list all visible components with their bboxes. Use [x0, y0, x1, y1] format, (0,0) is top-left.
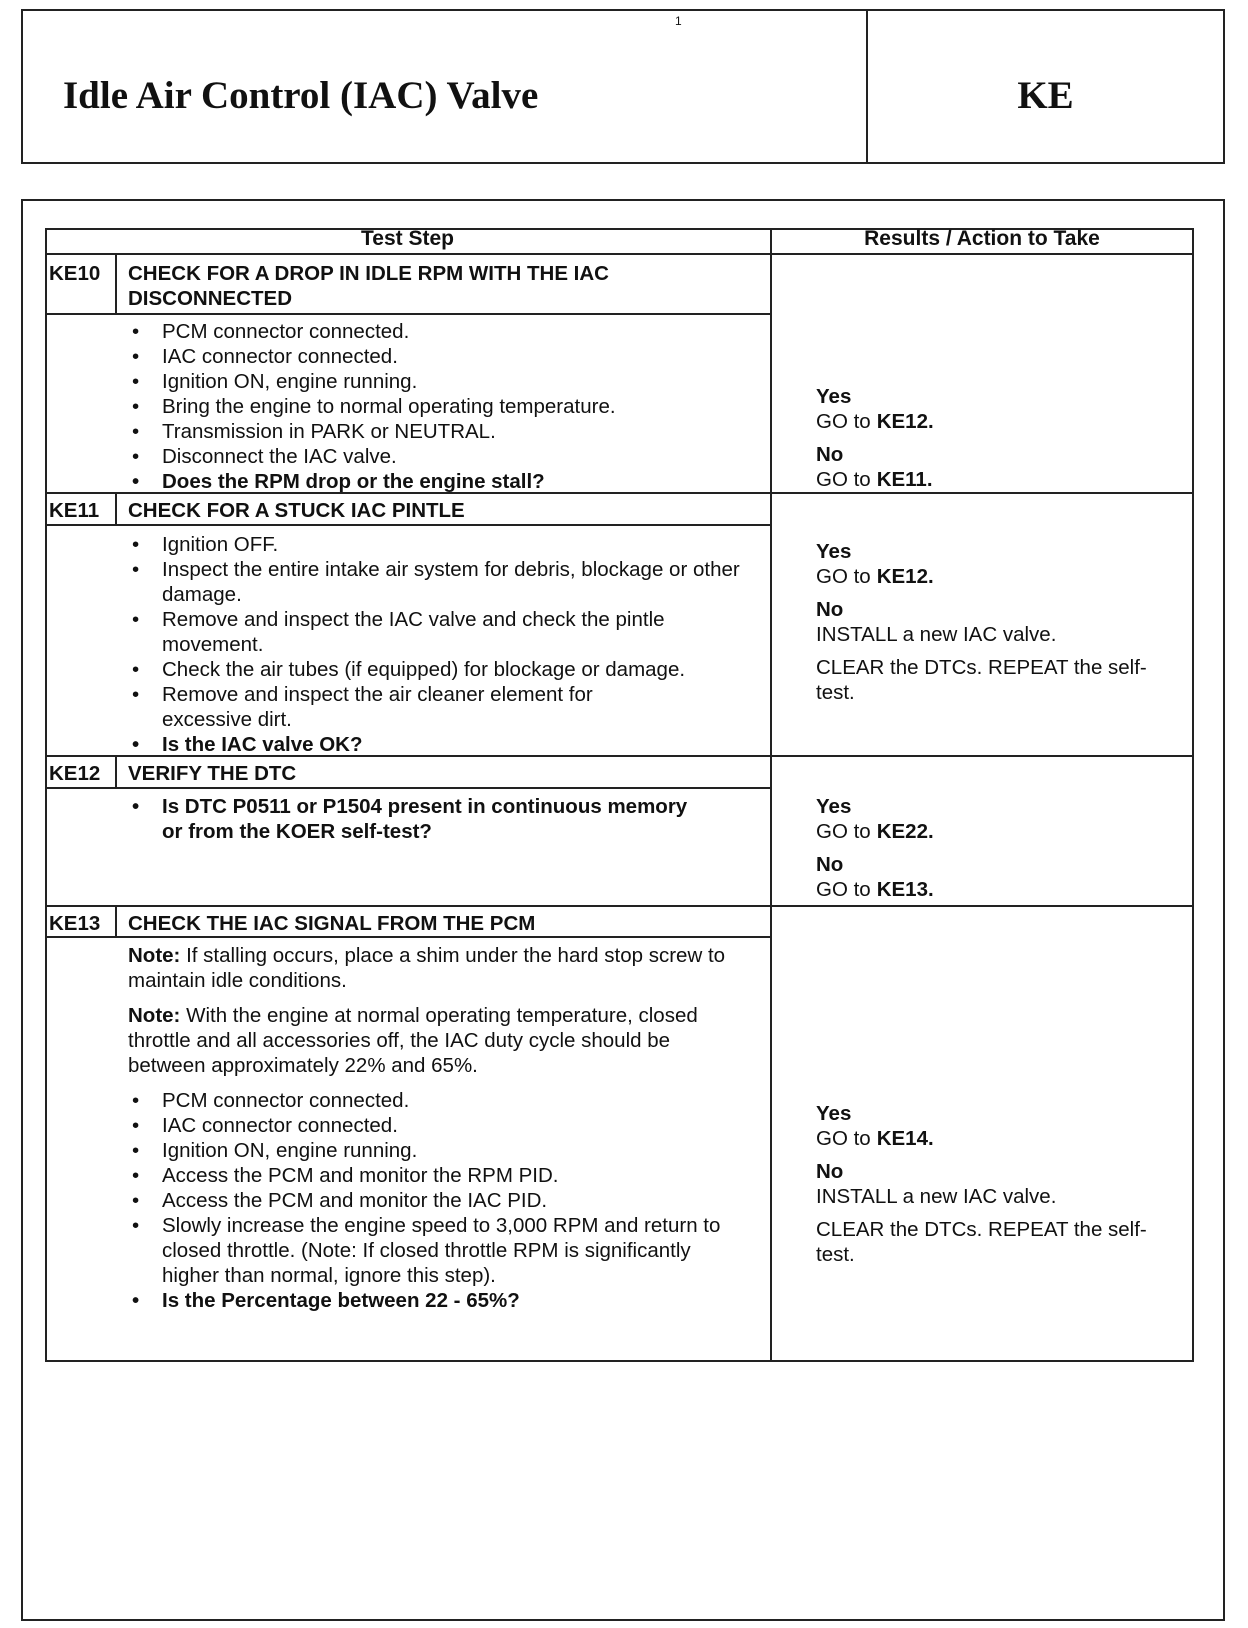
- note-label: Note:: [128, 1004, 181, 1027]
- no-action: GO to KE13.: [816, 878, 934, 901]
- yes-label: Yes: [816, 795, 852, 818]
- step-title: CHECK THE IAC SIGNAL FROM THE PCM: [128, 912, 536, 935]
- list-item: • IAC connector connected.: [128, 344, 818, 369]
- yes-ref: KE12.: [876, 410, 934, 433]
- no-label: No: [816, 853, 844, 876]
- step-results: [816, 1101, 1186, 1267]
- no-ref: KE13.: [876, 878, 934, 901]
- list-item: • Transmission in PARK or NEUTRAL.: [128, 419, 818, 444]
- list-item: • Ignition OFF.: [128, 532, 818, 557]
- step-title: VERIFY THE DTC: [128, 762, 297, 785]
- title-underline: [45, 936, 772, 938]
- no-label: No: [816, 443, 844, 466]
- list-item: • PCM connector connected.: [128, 1088, 728, 1113]
- step-body: [128, 943, 728, 1313]
- note-label: Note:: [128, 944, 181, 967]
- title-underline: [45, 313, 772, 315]
- title-underline: [45, 524, 772, 526]
- list-item: • Slowly increase the engine speed to 3,000 RPM and return to closed throttle. (Note: If closed throttle RPM is significantly higher than normal, ignore this step).: [128, 1213, 728, 1288]
- yes-ref: KE12.: [876, 565, 934, 588]
- list-item: • Ignition ON, engine running.: [128, 369, 818, 394]
- step-separator: [45, 905, 1194, 907]
- code-divider: [115, 755, 117, 787]
- section-code: KE: [1017, 74, 1074, 117]
- code-divider: [115, 492, 117, 524]
- step-body: [128, 532, 818, 757]
- no-action-followup: CLEAR the DTCs. REPEAT the self-test.: [816, 656, 1147, 704]
- yes-action: GO to KE14.: [816, 1127, 934, 1150]
- list-item: • IAC connector connected.: [128, 1113, 728, 1138]
- step-results: [816, 539, 1186, 705]
- note: Note: If stalling occurs, place a shim under the hard stop screw to maintain idle conditions.: [128, 944, 726, 992]
- page-number: 1: [675, 14, 682, 28]
- yes-action: GO to KE12.: [816, 565, 934, 588]
- table-border-left: [45, 228, 47, 1362]
- step-title: CHECK FOR A DROP IN IDLE RPM WITH THE IAC DISCONNECTED: [128, 262, 609, 310]
- yes-label: Yes: [816, 540, 852, 563]
- yes-label: Yes: [816, 1102, 852, 1125]
- note: Note: With the engine at normal operating temperature, closed throttle and all accessories off, the IAC duty cycle should be between approximately 22% and 65%.: [128, 1004, 698, 1077]
- list-item: • PCM connector connected.: [128, 319, 818, 344]
- title-underline: [45, 787, 772, 789]
- code-divider: [115, 905, 117, 936]
- header-row-line: [45, 253, 1194, 255]
- step-code: KE11: [49, 499, 100, 522]
- list-item-question: • Is DTC P0511 or P1504 present in continuous memory or from the KOER self-test?: [128, 794, 702, 844]
- list-item-question: • Is the Percentage between 22 - 65%?: [128, 1288, 728, 1313]
- step-code: KE13: [49, 912, 101, 935]
- step-results: [816, 794, 1186, 902]
- table-border-bottom: [45, 1360, 1194, 1362]
- yes-ref: KE22.: [876, 820, 934, 843]
- list-item: • Remove and inspect the air cleaner element for excessive dirt.: [128, 682, 682, 732]
- step-body: [128, 794, 818, 844]
- list-item: • Check the air tubes (if equipped) for blockage or damage.: [128, 657, 818, 682]
- no-label: No: [816, 1160, 844, 1183]
- list-item: • Bring the engine to normal operating temperature.: [128, 394, 818, 419]
- step-body: [128, 319, 818, 494]
- col-header-test-step: Test Step: [361, 227, 454, 250]
- no-action: INSTALL a new IAC valve.: [816, 1185, 1057, 1208]
- no-label: No: [816, 598, 844, 621]
- list-item-question: • Does the RPM drop or the engine stall?: [128, 469, 818, 494]
- step-title: CHECK FOR A STUCK IAC PINTLE: [128, 499, 465, 522]
- yes-action: GO to KE22.: [816, 820, 934, 843]
- list-item-question: • Is the IAC valve OK?: [128, 732, 818, 757]
- page-title: Idle Air Control (IAC) Valve: [63, 74, 539, 117]
- yes-ref: KE14.: [876, 1127, 934, 1150]
- yes-action: GO to KE12.: [816, 410, 934, 433]
- step-code: KE10: [49, 262, 101, 285]
- col-header-results: Results / Action to Take: [864, 227, 1100, 250]
- step-results: [816, 384, 1186, 492]
- no-action: INSTALL a new IAC valve.: [816, 623, 1057, 646]
- header-box: [21, 9, 1225, 164]
- step-code: KE12: [49, 762, 101, 785]
- list-item: • Inspect the entire intake air system for debris, blockage or other damage.: [128, 557, 762, 607]
- list-item: • Access the PCM and monitor the IAC PID.: [128, 1188, 728, 1213]
- no-action-followup: CLEAR the DTCs. REPEAT the self-test.: [816, 1218, 1147, 1266]
- test-table: [45, 228, 1194, 1362]
- list-item: • Remove and inspect the IAC valve and check the pintle movement.: [128, 607, 762, 657]
- list-item: • Access the PCM and monitor the RPM PID.: [128, 1163, 728, 1188]
- yes-label: Yes: [816, 385, 852, 408]
- list-item: • Ignition ON, engine running.: [128, 1138, 728, 1163]
- list-item: • Disconnect the IAC valve.: [128, 444, 818, 469]
- table-border-right: [1192, 228, 1194, 1362]
- no-ref: KE11.: [876, 468, 933, 491]
- code-divider: [115, 253, 117, 313]
- no-action: GO to KE11.: [816, 468, 933, 491]
